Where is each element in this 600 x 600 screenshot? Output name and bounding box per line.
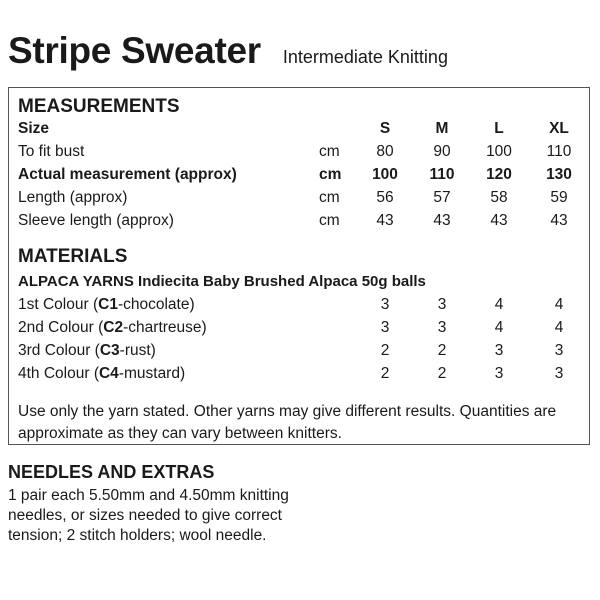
colour-code: C3	[99, 342, 120, 359]
yarn-description: ALPACA YARNS Indiecita Baby Brushed Alpaca 50g balls	[18, 273, 426, 290]
value-s: 3	[380, 296, 390, 313]
row-unit: cm	[319, 166, 342, 183]
value-s: 2	[380, 365, 390, 382]
value-s: 43	[376, 212, 394, 229]
colour-row-2	[9, 319, 589, 341]
needles-heading: NEEDLES AND EXTRAS	[8, 462, 215, 482]
value-l: 43	[490, 212, 508, 229]
colour-label: 4th Colour (C4-mustard)	[18, 365, 186, 382]
value-m: 43	[433, 212, 451, 229]
value-m: 2	[437, 342, 447, 359]
page-title: Stripe Sweater	[8, 30, 261, 71]
row-label: Actual measurement (approx)	[18, 166, 237, 183]
value-m: 3	[437, 296, 447, 313]
value-l: 4	[494, 319, 504, 336]
colour-row-1	[9, 296, 589, 318]
size-col-l: L	[494, 120, 504, 137]
size-label: Size	[18, 120, 50, 137]
size-col-xl: XL	[549, 120, 569, 137]
value-s: 3	[380, 319, 390, 336]
size-col-s: S	[379, 120, 391, 137]
needles-text: 1 pair each 5.50mm and 4.50mm knitting needles, or sizes needed to give correct tension; 2 stitch holders; wool needle.	[8, 487, 289, 544]
specs-box	[8, 87, 590, 445]
materials-heading: MATERIALS	[18, 246, 128, 267]
colour-code: C2	[103, 319, 124, 336]
value-xl: 110	[546, 143, 572, 160]
colour-label: 1st Colour (C1-chocolate)	[18, 296, 195, 313]
value-l: 120	[486, 166, 512, 183]
value-m: 90	[433, 143, 451, 160]
row-label: Length (approx)	[18, 189, 128, 206]
value-xl: 3	[554, 342, 564, 359]
value-m: 110	[429, 166, 455, 183]
value-l: 58	[490, 189, 508, 206]
value-xl: 4	[554, 296, 564, 313]
row-label: Sleeve length (approx)	[18, 212, 174, 229]
measurement-row-actual	[9, 166, 589, 188]
colour-row-4	[9, 365, 589, 387]
yarn-note: Use only the yarn stated. Other yarns may give different results. Quantities are approximate as they can vary between knitters.	[18, 403, 557, 442]
value-s: 100	[372, 166, 398, 183]
value-m: 2	[437, 365, 447, 382]
measurement-row-sleeve	[9, 212, 589, 234]
value-s: 56	[376, 189, 394, 206]
measurement-row-length	[9, 189, 589, 211]
value-m: 57	[433, 189, 451, 206]
colour-label: 2nd Colour (C2-chartreuse)	[18, 319, 207, 336]
value-xl: 59	[550, 189, 568, 206]
measurement-row-bust	[9, 143, 589, 165]
value-m: 3	[437, 319, 447, 336]
colour-code: C4	[98, 365, 119, 382]
colour-label: 3rd Colour (C3-rust)	[18, 342, 156, 359]
value-l: 100	[486, 143, 512, 160]
value-xl: 4	[554, 319, 564, 336]
value-l: 3	[494, 365, 504, 382]
value-l: 3	[494, 342, 504, 359]
value-xl: 130	[546, 166, 572, 183]
row-unit: cm	[319, 143, 340, 160]
value-s: 80	[376, 143, 394, 160]
value-s: 2	[380, 342, 390, 359]
value-xl: 3	[554, 365, 564, 382]
measurements-heading: MEASUREMENTS	[18, 96, 180, 117]
page-header	[8, 30, 448, 72]
page-subtitle: Intermediate Knitting	[282, 47, 448, 67]
value-l: 4	[494, 296, 504, 313]
colour-row-3	[9, 342, 589, 364]
size-header-row	[9, 120, 589, 142]
value-xl: 43	[550, 212, 568, 229]
size-col-m: M	[435, 120, 449, 137]
colour-code: C1	[98, 296, 118, 313]
row-label: To fit bust	[18, 143, 85, 160]
row-unit: cm	[319, 212, 340, 229]
row-unit: cm	[319, 189, 340, 206]
